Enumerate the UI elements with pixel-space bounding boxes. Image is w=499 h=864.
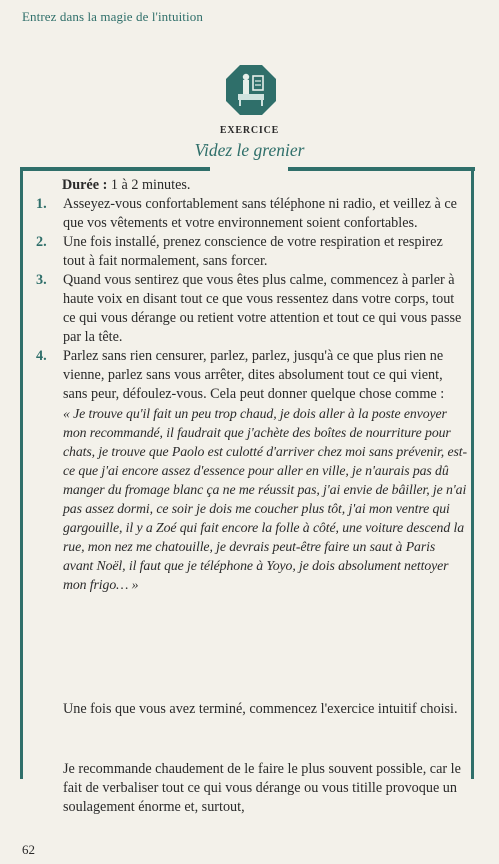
exercise-content bbox=[36, 176, 468, 594]
duration-value: 1 à 2 minutes. bbox=[107, 177, 191, 193]
step-number: 2. bbox=[36, 234, 47, 250]
step-item bbox=[36, 271, 468, 347]
duration-label: Durée : bbox=[62, 177, 108, 193]
exercise-emblem-icon bbox=[225, 64, 277, 116]
step-number: 4. bbox=[36, 348, 47, 364]
step-text: Parlez sans rien censurer, parlez, parlez, jusqu'à ce que plus rien ne vienne, parlez sans vous arrêter, dites absolument tout ce qui vient, sans peur, défoulez-vous. Cela peut donner quelque chose comme : bbox=[63, 348, 445, 402]
page-number: 62 bbox=[22, 842, 35, 857]
step-item bbox=[36, 347, 468, 404]
duration-line bbox=[36, 176, 468, 195]
step-text: Une fois installé, prenez conscience de votre respiration et respirez tout à fait normalement, sans forcer. bbox=[63, 234, 443, 269]
step-number: 3. bbox=[36, 272, 47, 288]
step-text: Asseyez-vous confortablement sans téléphone ni radio, et veillez à ce que vos vêtements et votre environnement soient confortables. bbox=[63, 196, 457, 231]
step-item bbox=[36, 233, 468, 271]
after-quote-text: Une fois que vous avez terminé, commencez l'exercice intuitif choisi. bbox=[63, 701, 458, 717]
step-number: 1. bbox=[36, 196, 47, 212]
step-item bbox=[36, 195, 468, 233]
step-text: Quand vous sentirez que vous êtes plus calme, commencez à parler à haute voix en disant tout ce que vous ressentez dans votre corps, tout ce qui vous dérange ou retient votre attention et tout ce qui vous passe par la tête. bbox=[63, 272, 462, 345]
exercise-label: EXERCICE bbox=[219, 125, 280, 136]
body-paragraph: Je recommande chaudement de le faire le plus souvent possible, car le fait de verbaliser tout ce qui vous dérange ou vous titille provoque un soulagement énorme et, surtout, bbox=[63, 761, 461, 815]
steps-list bbox=[36, 195, 468, 404]
example-quote: « Je trouve qu'il fait un peu trop chaud, je dois aller à la poste envoyer mon recommandé, il faudrait que j'achète des boîtes de nourriture pour chats, je trouve que Paolo est culotté d'arriver chez moi sans prévenir, est-ce que j'ai encore assez d'essence pour aller en ville, je n'aurais pas dû manger du fromage blanc ça ne me réussit pas, j'ai envie de bâiller, je n'ai pas assez dormi, ce soir je dois me coucher plus tôt, j'ai mon ventre qui gargouille, il y a Zoé qui fait encore la folle à côté, une voiture descend la rue, mon nez me chatouille, je devrais peut-être faire un saut à Paris avant Noël, il faut que je téléphone à Yoyo, je dois absolument nettoyer mon frigo… » bbox=[63, 406, 467, 592]
running-head: Entrez dans la magie de l'intuition bbox=[22, 9, 203, 24]
exercise-title: Videz le grenier bbox=[194, 140, 305, 160]
